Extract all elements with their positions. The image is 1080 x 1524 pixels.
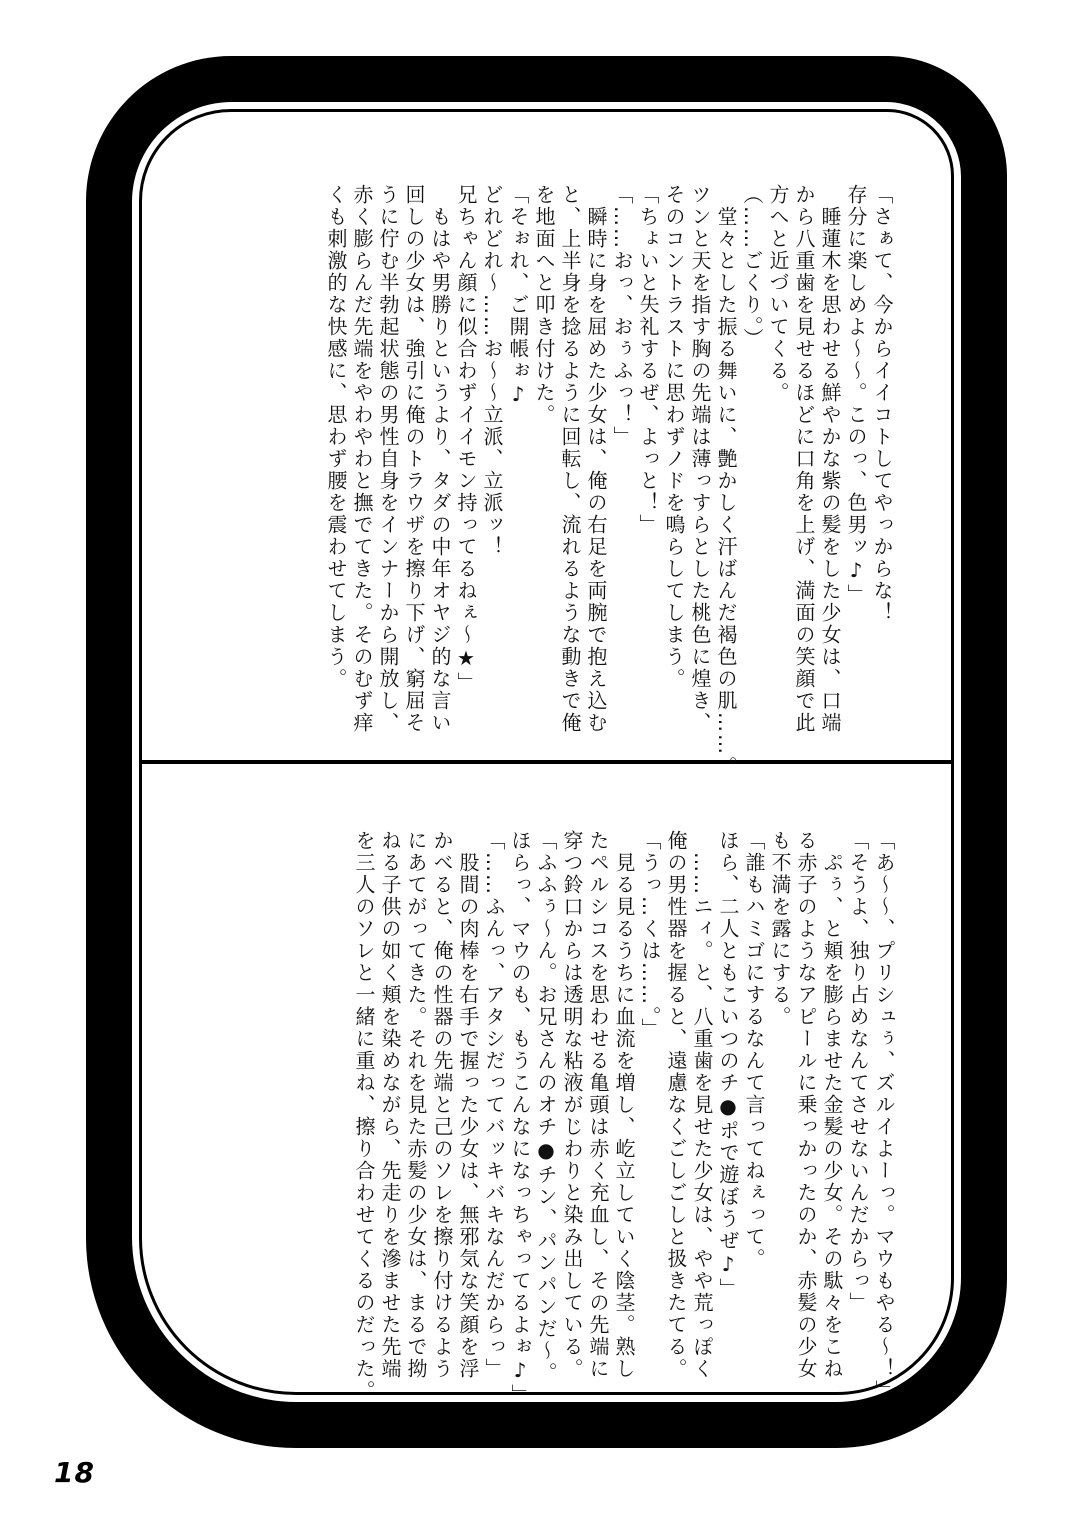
text-column: ねる子供の如く頬を染めながら、先走りを滲ませた先端 <box>378 830 402 1380</box>
text-column: 「そぉれ、ご開帳ぉ♪ <box>506 184 530 408</box>
inner-border <box>139 109 954 1406</box>
text-column: 兄ちゃん顔に似合わずイイモン持ってるねぇ〜★」 <box>454 184 478 694</box>
text-column: くも刺激的な快感に、思わず腰を震わせてしまう。 <box>324 184 348 690</box>
text-column: 「……おっ、おぅふっ！」 <box>610 184 634 448</box>
text-column: 存分に楽しめよ〜〜。このっ、色男ッ♪」 <box>844 184 868 606</box>
text-column: 穿つ鈴口からは透明な粘液がじわりと染み出している。 <box>560 830 584 1380</box>
text-column: を三人のソレと一緒に重ね、擦り合わせてくるのだった。 <box>352 830 376 1402</box>
text-column: 堂々とした振る舞いに、艶かしく汗ばんだ褐色の肌……。 <box>714 206 738 778</box>
page-number: 18 <box>54 1456 95 1489</box>
text-column: 俺の男性器を握ると、遠慮なくごしごしと扱きたてる。 <box>664 830 688 1380</box>
text-column: と、上半身を捻るように回転し、流れるような動きで俺 <box>558 184 582 734</box>
text-column: 股間の肉棒を右手で握った少女は、無邪気な笑顔を浮 <box>456 852 480 1380</box>
text-column: 「うっ…くは……。」 <box>638 830 662 1040</box>
text-column: を地面へと叩き付けた。 <box>532 184 556 426</box>
text-column: 睡蓮木を思わせる鮮やかな紫の髪をした少女は、口端 <box>818 206 842 734</box>
text-column: 「あ〜〜、プリシュぅ、ズルイよーっ。マウもやる〜！」 <box>872 830 896 1402</box>
text-column: から八重歯を見せるほどに口角を上げ、満面の笑顔で此 <box>792 184 816 734</box>
text-column: （……ごくり。） <box>740 184 764 350</box>
top-text-section <box>323 184 895 778</box>
text-column: ……ニィ。と、八重歯を見せた少女は、やや荒っぽく <box>690 852 714 1380</box>
text-column: ツンと天を指す胸の先端は薄っすらとした桃色に煌き、 <box>688 184 712 734</box>
text-column: かべると、俺の性器の先端と己のソレを擦り付けるよう <box>430 830 454 1380</box>
text-column: 「ふふぅ〜ん。お兄さんのオチ●チン、パンパンだ〜。 <box>534 830 558 1384</box>
text-column: 「さぁて、今からイイコトしてやっからな！ <box>870 184 894 624</box>
text-column: たペルシコスを思わせる亀頭は赤く充血し、その先端に <box>586 830 610 1380</box>
text-column: もはや男勝りというより、タダの中年オヤジ的な言い <box>428 206 452 734</box>
text-column: ぷぅ、と頬を膨らませた金髪の少女。その駄々をこね <box>820 852 844 1380</box>
text-column: 「誰もハミゴにするなんて言ってねぇって。 <box>742 830 766 1270</box>
text-column: ほらっ、マウのも、もうこんなになっちゃってるよぉ♪」 <box>508 830 532 1406</box>
text-column: にあてがってきた。それを見た赤髪の少女は、まるで拗 <box>404 830 428 1380</box>
text-column: 方へと近づいてくる。 <box>766 184 790 404</box>
text-column: も不満を露にする。 <box>768 830 792 1028</box>
text-column: 「……ふんっ、アタシだってバッキバキなんだからっ」 <box>482 830 506 1380</box>
text-column: 見る見るうちに血流を増し、屹立していく陰茎。熟し <box>612 852 636 1380</box>
bottom-text-section <box>351 830 897 1405</box>
text-column: 「ちょいと失礼するぜ、よっと！」 <box>636 184 660 536</box>
text-column: る赤子のようなアピールに乗っかったのか、赤髪の少女 <box>794 830 818 1380</box>
text-column: 赤く膨らんだ先端をやわやわと撫でてきた。そのむず痒 <box>350 184 374 734</box>
text-column: どれどれ〜……お〜〜立派、立派ッ！ <box>480 184 504 558</box>
page-frame <box>86 56 1007 1448</box>
text-column: そのコントラストに思わずノドを鳴らしてしまう。 <box>662 184 686 690</box>
text-column: うに佇む半勃起状態の男性自身をインナーから開放し、 <box>376 184 400 734</box>
text-column: 回しの少女は、強引に俺のトラウザを擦り下げ、窮屈そ <box>402 184 426 734</box>
text-column: 瞬時に身を屈めた少女は、俺の右足を両腕で抱え込む <box>584 206 608 734</box>
text-column: 「そうよ、独り占めなんてさせないんだからっ」 <box>846 830 870 1314</box>
text-column: ほら、二人ともこいつのチ●ポで遊ぼうぜ♪」 <box>716 830 740 1300</box>
